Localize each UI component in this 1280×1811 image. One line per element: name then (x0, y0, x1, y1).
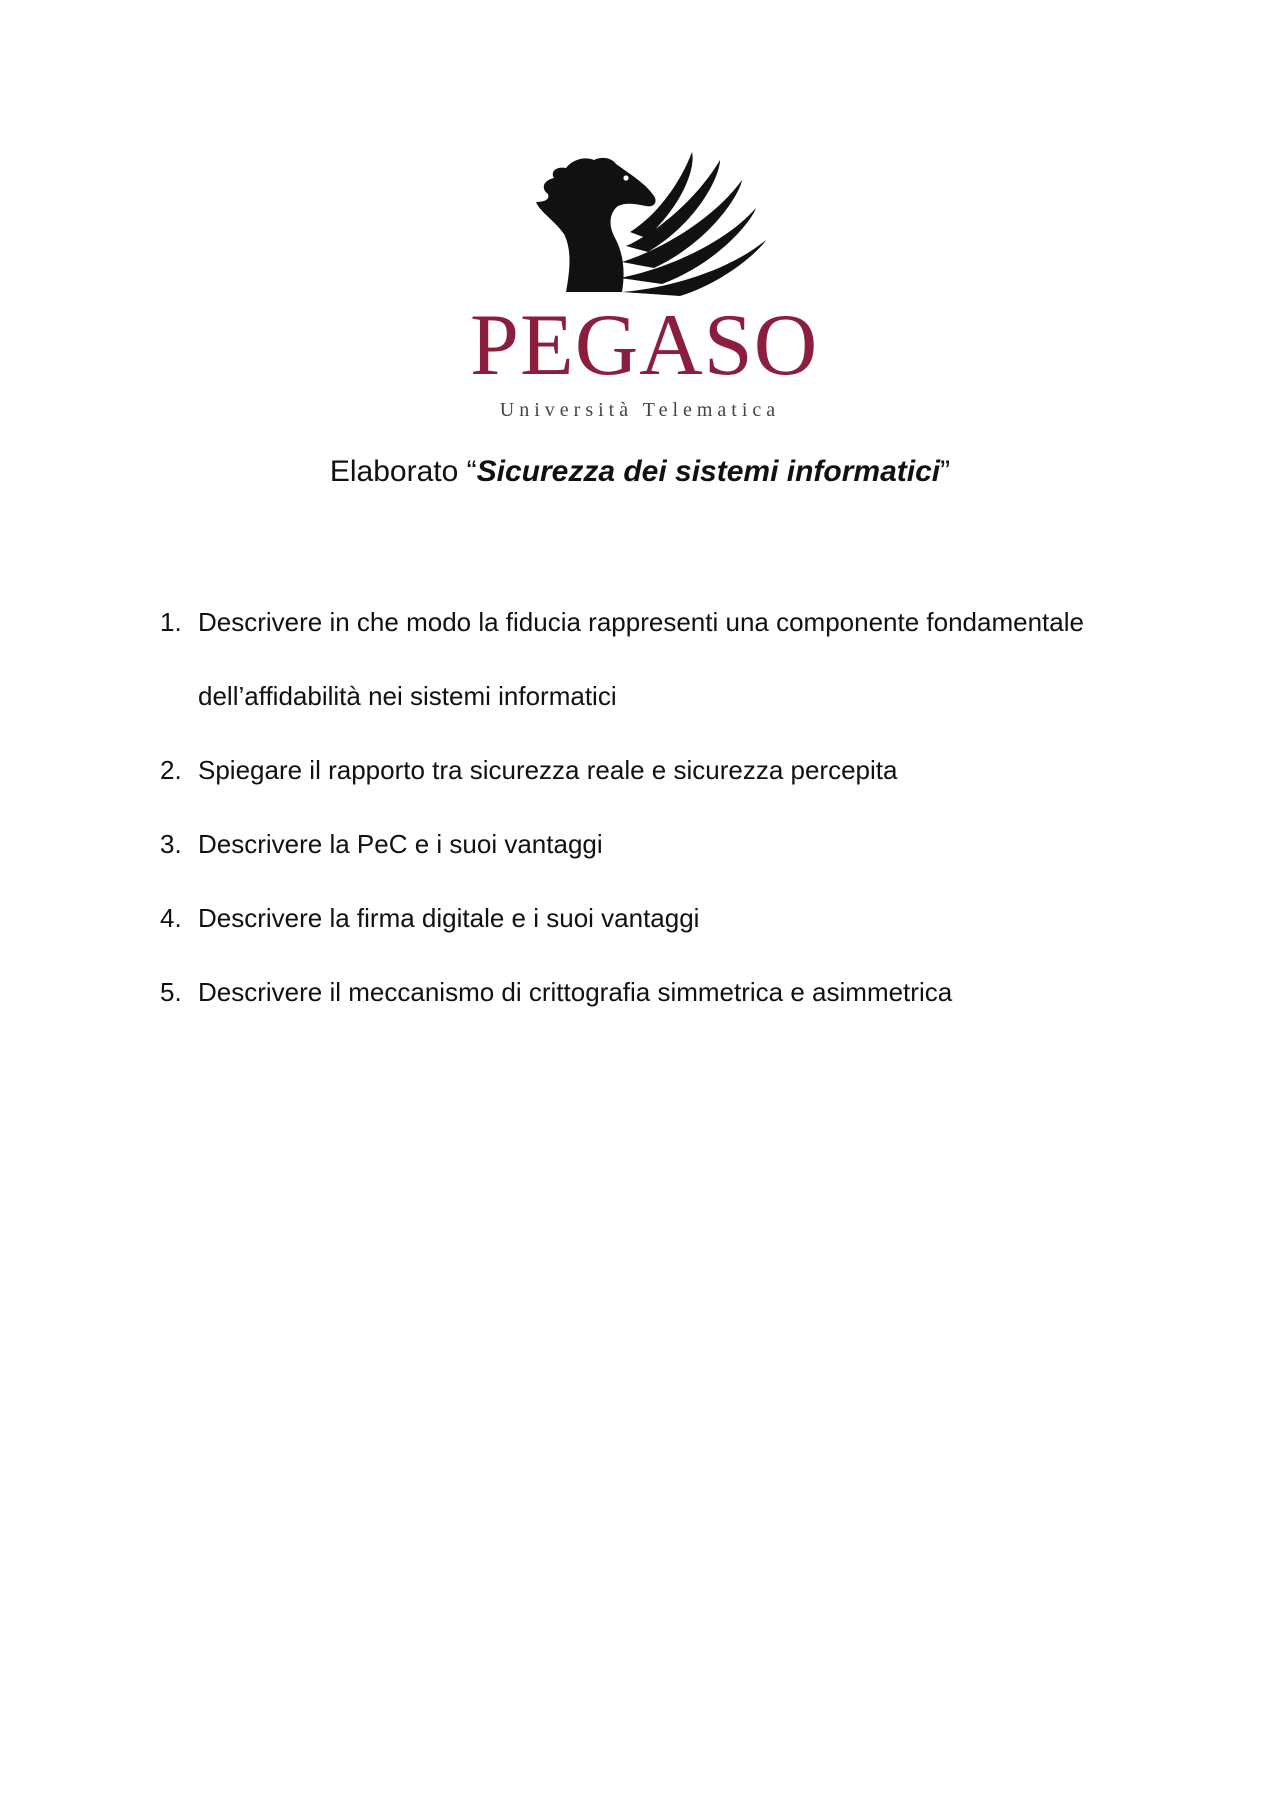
logo-subtitle: Università Telematica (499, 399, 781, 421)
item-text: Descrivere in che modo la fiducia rappresenti una componente fondamentale dell’affidabilità nei sistemi informatici (198, 607, 1084, 711)
item-text: Descrivere la PeC e i suoi vantaggi (198, 829, 603, 859)
list-item (160, 733, 1160, 807)
pegasus-icon (530, 150, 770, 300)
item-number: 1. (160, 607, 182, 637)
title-subject: Sicurezza dei sistemi informatici (476, 455, 941, 488)
list-item (160, 881, 1160, 955)
logo-wordmark: PEGASO (470, 297, 819, 394)
item-number: 5. (160, 977, 182, 1007)
list-item (160, 807, 1160, 881)
item-text: Descrivere la firma digitale e i suoi vantaggi (198, 903, 700, 933)
item-text: Descrivere il meccanismo di crittografia simmetrica e asimmetrica (198, 977, 953, 1007)
list-item (160, 955, 1160, 1029)
task-list (160, 585, 1160, 1029)
document-title (0, 452, 1280, 492)
item-number: 4. (160, 903, 182, 933)
item-number: 3. (160, 829, 182, 859)
item-text: Spiegare il rapporto tra sicurezza reale e sicurezza percepita (198, 755, 898, 785)
title-prefix: Elaborato “ (329, 455, 477, 488)
title-suffix: ” (940, 455, 951, 488)
list-item (160, 585, 1160, 733)
item-number: 2. (160, 755, 182, 785)
university-logo (470, 150, 820, 430)
